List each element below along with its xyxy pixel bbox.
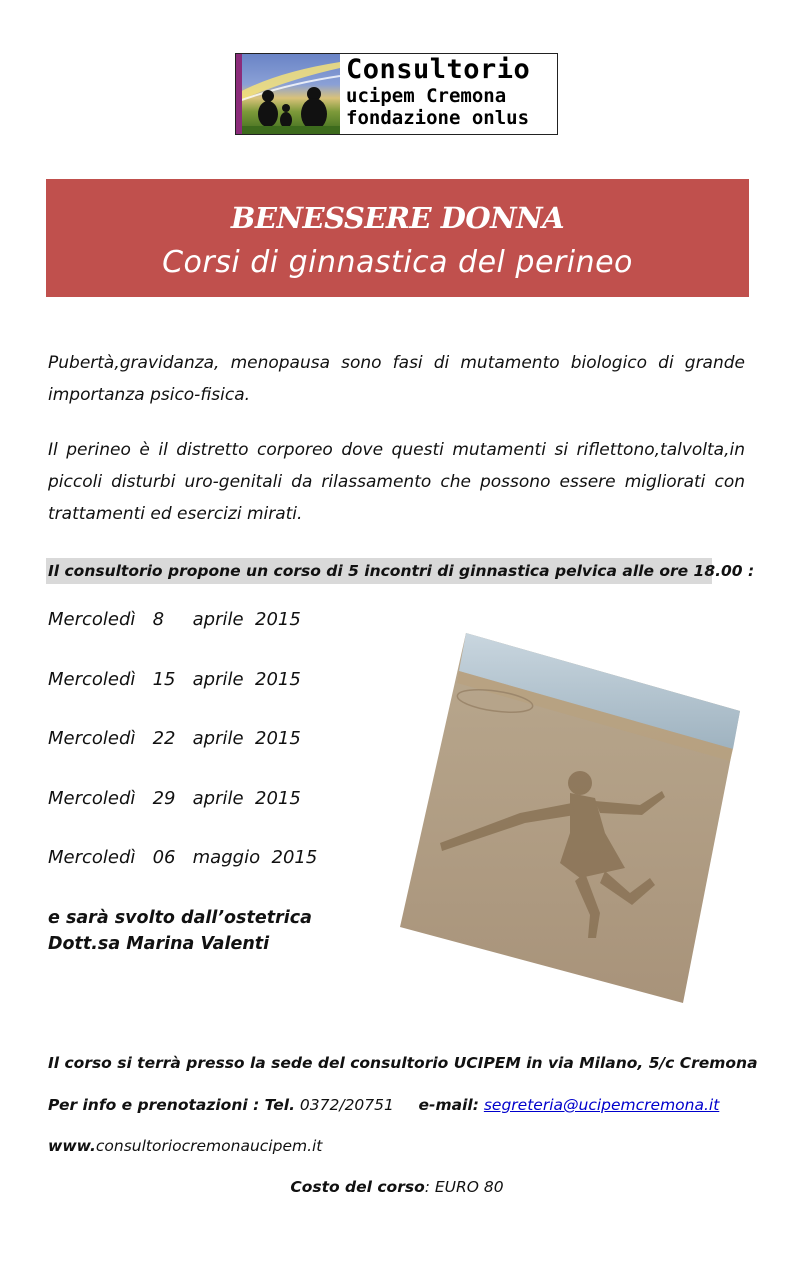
logo-text	[340, 54, 557, 134]
intro-paragraph: Pubertà,gravidanza, menopausa sono fasi di mutamento biologico di grande importanza psico-fisica.	[48, 353, 745, 405]
perineo-paragraph: Il perineo è il distretto corporeo dove questi mutamenti si riflettono,talvolta,in piccoli disturbi uro-genitali da rilassamento che possono essere migliorati con trattamenti ed esercizi mirati.	[48, 440, 745, 524]
midwife-name: Dott.sa Marina Valenti	[48, 934, 270, 954]
location-info: Il corso si terrà presso la sede del consultorio UCIPEM in via Milano, 5/c Cremona	[48, 1054, 758, 1072]
family-silhouette-icon	[236, 54, 340, 134]
course-announcement: Il consultorio propone un corso di 5 incontri di ginnastica pelvica alle ore 18.00 :	[46, 558, 712, 584]
date-item: Mercoledì 15 aprile 2015	[48, 668, 301, 690]
logo-line-3: fondazione onlus	[346, 107, 530, 129]
logo	[235, 53, 558, 135]
website-link[interactable]: consultoriocremonaucipem.it	[95, 1137, 323, 1155]
beach-photo	[400, 633, 740, 1003]
logo-line-2: ucipem Cremona	[346, 85, 507, 107]
website-prefix: www.	[48, 1137, 96, 1155]
course-cost	[0, 1178, 794, 1196]
email-link[interactable]: segreteria@ucipemcremona.it	[483, 1096, 720, 1114]
logo-line-1: Consultorio	[346, 54, 531, 85]
logo-image	[236, 54, 340, 134]
banner-title: BENESSERE DONNA	[230, 201, 565, 235]
title-banner	[46, 179, 749, 297]
midwife-line-1: e sarà svolto dall’ostetrica	[48, 908, 312, 928]
date-item: Mercoledì 29 aprile 2015	[48, 787, 301, 809]
date-list	[48, 606, 317, 904]
date-item: Mercoledì 8 aprile 2015	[48, 609, 301, 630]
contact-label: Per info e prenotazioni : Tel.	[48, 1096, 295, 1114]
date-item: Mercoledì 06 maggio 2015	[48, 847, 318, 868]
date-item: Mercoledì 22 aprile 2015	[48, 728, 301, 749]
website-info	[48, 1137, 322, 1155]
cost-value: : EURO 80	[424, 1178, 504, 1196]
cost-label: Costo del corso	[290, 1178, 425, 1196]
email-label: e-mail:	[418, 1096, 479, 1114]
contact-info	[48, 1096, 719, 1114]
midwife-info	[48, 905, 312, 957]
phone-number: 0372/20751	[299, 1096, 394, 1114]
banner-subtitle: Corsi di ginnastica del perineo	[162, 245, 633, 280]
